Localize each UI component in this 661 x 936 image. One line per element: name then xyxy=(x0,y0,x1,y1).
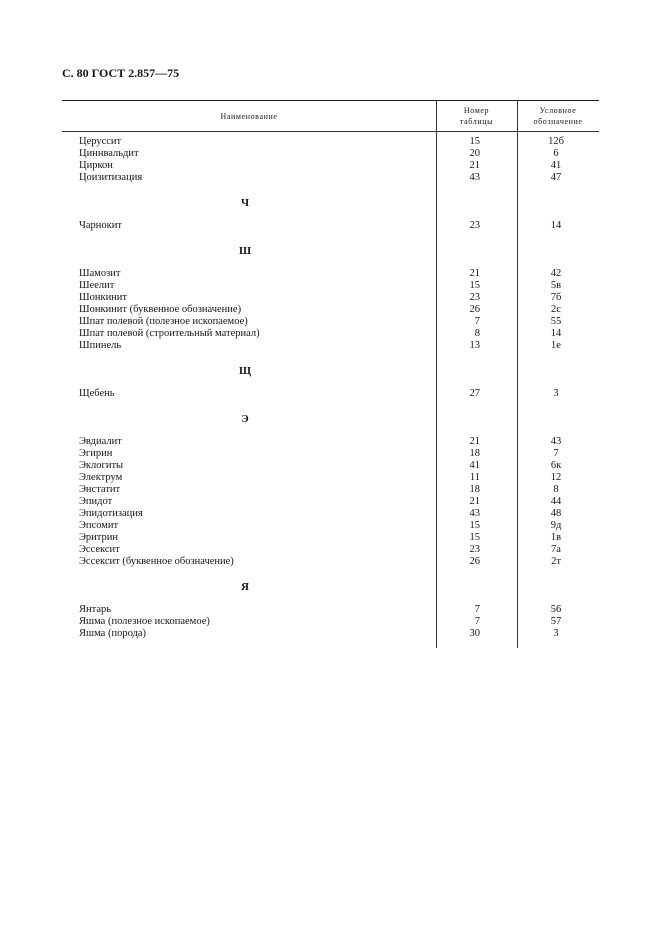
table-row xyxy=(0,460,661,472)
table-row xyxy=(0,472,661,484)
row-name: Эпидотизация xyxy=(79,508,143,519)
row-name: Циннвальдит xyxy=(79,148,139,159)
row-code: 14 xyxy=(550,220,562,231)
row-table-number: 7 xyxy=(474,604,480,615)
table-row xyxy=(0,160,661,172)
row-name: Эссексит xyxy=(79,544,120,555)
row-code: 5в xyxy=(550,280,562,291)
row-name: Чарнокит xyxy=(79,220,122,231)
page-header: С. 80 ГОСТ 2.857—75 xyxy=(62,66,180,80)
section-letter: Щ xyxy=(238,365,252,377)
row-code: 6 xyxy=(553,148,559,159)
table-row xyxy=(0,616,661,628)
row-table-number: 15 xyxy=(469,532,480,543)
row-name: Эвдиалит xyxy=(79,436,122,447)
row-code: 7б xyxy=(550,292,562,303)
table-row xyxy=(0,292,661,304)
table-row xyxy=(0,280,661,292)
row-table-number: 30 xyxy=(469,628,480,639)
table-row xyxy=(0,316,661,328)
row-name: Эпсомит xyxy=(79,520,119,531)
row-code: 14 xyxy=(550,328,562,339)
table-row xyxy=(0,520,661,532)
row-table-number: 8 xyxy=(474,328,480,339)
row-name: Шеелит xyxy=(79,280,115,291)
row-name: Шпат полевой (полезное ископаемое) xyxy=(79,316,248,327)
row-code: 55 xyxy=(550,316,562,327)
row-table-number: 21 xyxy=(469,436,480,447)
row-table-number: 23 xyxy=(469,544,480,555)
column-header-line: Номер xyxy=(463,106,490,115)
row-table-number: 21 xyxy=(469,268,480,279)
row-code: 43 xyxy=(550,436,562,447)
section-letter: Я xyxy=(241,581,249,593)
row-name: Яшма (полезное ископаемое) xyxy=(79,616,210,627)
row-code: 12б xyxy=(548,136,564,147)
row-name: Янтарь xyxy=(79,604,112,615)
row-table-number: 43 xyxy=(469,172,480,183)
row-name: Цоизитизация xyxy=(79,172,143,183)
row-code: 3 xyxy=(553,628,559,639)
table-row xyxy=(0,388,661,400)
row-table-number: 11 xyxy=(469,472,480,483)
row-code: 57 xyxy=(550,616,562,627)
table-row xyxy=(0,268,661,280)
column-header-code xyxy=(517,105,599,127)
table-row xyxy=(0,508,661,520)
row-code: 47 xyxy=(550,172,562,183)
table-row xyxy=(0,436,661,448)
row-table-number: 23 xyxy=(469,220,480,231)
table-row xyxy=(0,328,661,340)
row-name: Шамозит xyxy=(79,268,121,279)
row-table-number: 15 xyxy=(469,280,480,291)
table-header-rule xyxy=(62,131,599,132)
column-header-line: таблицы xyxy=(459,117,494,126)
table-row xyxy=(0,628,661,640)
table-row xyxy=(0,136,661,148)
column-header-line: Условное xyxy=(539,106,577,115)
row-table-number: 43 xyxy=(469,508,480,519)
row-name: Эгирин xyxy=(79,448,113,459)
row-code: 8 xyxy=(553,484,559,495)
row-code: 44 xyxy=(550,496,562,507)
row-name: Шонкинит xyxy=(79,292,128,303)
table-row xyxy=(0,604,661,616)
row-table-number: 23 xyxy=(469,292,480,303)
table-row xyxy=(0,220,661,232)
table-row xyxy=(0,544,661,556)
row-code: 48 xyxy=(550,508,562,519)
row-table-number: 26 xyxy=(469,556,480,567)
row-code: 1е xyxy=(551,340,561,351)
row-name: Церуссит xyxy=(79,136,122,147)
table-row xyxy=(0,532,661,544)
column-header-name: Наименование xyxy=(220,112,278,121)
table-row xyxy=(0,172,661,184)
table-row xyxy=(0,556,661,568)
row-code: 41 xyxy=(550,160,562,171)
row-name: Эритрин xyxy=(79,532,119,543)
row-code: 56 xyxy=(550,604,562,615)
row-code: 7 xyxy=(553,448,559,459)
row-code: 12 xyxy=(550,472,562,483)
row-table-number: 13 xyxy=(469,340,480,351)
section-letter: Ш xyxy=(238,245,252,257)
row-table-number: 18 xyxy=(469,448,480,459)
row-table-number: 7 xyxy=(474,316,480,327)
table-row xyxy=(0,304,661,316)
column-header-line: обозначение xyxy=(533,117,583,126)
row-name: Щебень xyxy=(79,388,115,399)
row-code: 9д xyxy=(550,520,562,531)
row-code: 6к xyxy=(550,460,562,471)
row-table-number: 18 xyxy=(469,484,480,495)
section-letter: Ч xyxy=(240,197,250,209)
row-name: Шонкинит (буквенное обозначение) xyxy=(79,304,242,315)
row-name: Циркон xyxy=(79,160,113,171)
row-table-number: 41 xyxy=(469,460,480,471)
row-table-number: 15 xyxy=(469,520,480,531)
row-name: Эпидот xyxy=(79,496,113,507)
table-top-rule xyxy=(62,100,599,101)
row-name: Эклогиты xyxy=(79,460,124,471)
row-code: 3 xyxy=(553,388,559,399)
row-code: 1в xyxy=(550,532,562,543)
table-row xyxy=(0,484,661,496)
row-code: 2с xyxy=(551,304,561,315)
row-name: Яшма (порода) xyxy=(79,628,147,639)
row-code: 2т xyxy=(551,556,561,567)
row-name: Шпат полевой (строительный материал) xyxy=(79,328,260,339)
row-table-number: 27 xyxy=(469,388,480,399)
row-table-number: 15 xyxy=(469,136,480,147)
table-row xyxy=(0,448,661,460)
row-table-number: 26 xyxy=(469,304,480,315)
table-row xyxy=(0,340,661,352)
column-header-table-no xyxy=(436,105,517,127)
row-table-number: 7 xyxy=(474,616,480,627)
section-letter: Э xyxy=(241,413,249,425)
row-code: 7а xyxy=(551,544,561,555)
row-table-number: 21 xyxy=(469,160,480,171)
row-table-number: 21 xyxy=(469,496,480,507)
row-name: Энстатит xyxy=(79,484,121,495)
row-name: Эссексит (буквенное обозначение) xyxy=(79,556,234,567)
table-row xyxy=(0,496,661,508)
row-table-number: 20 xyxy=(469,148,480,159)
row-name: Шпинель xyxy=(79,340,122,351)
table-row xyxy=(0,148,661,160)
row-code: 42 xyxy=(550,268,562,279)
row-name: Электрум xyxy=(79,472,123,483)
